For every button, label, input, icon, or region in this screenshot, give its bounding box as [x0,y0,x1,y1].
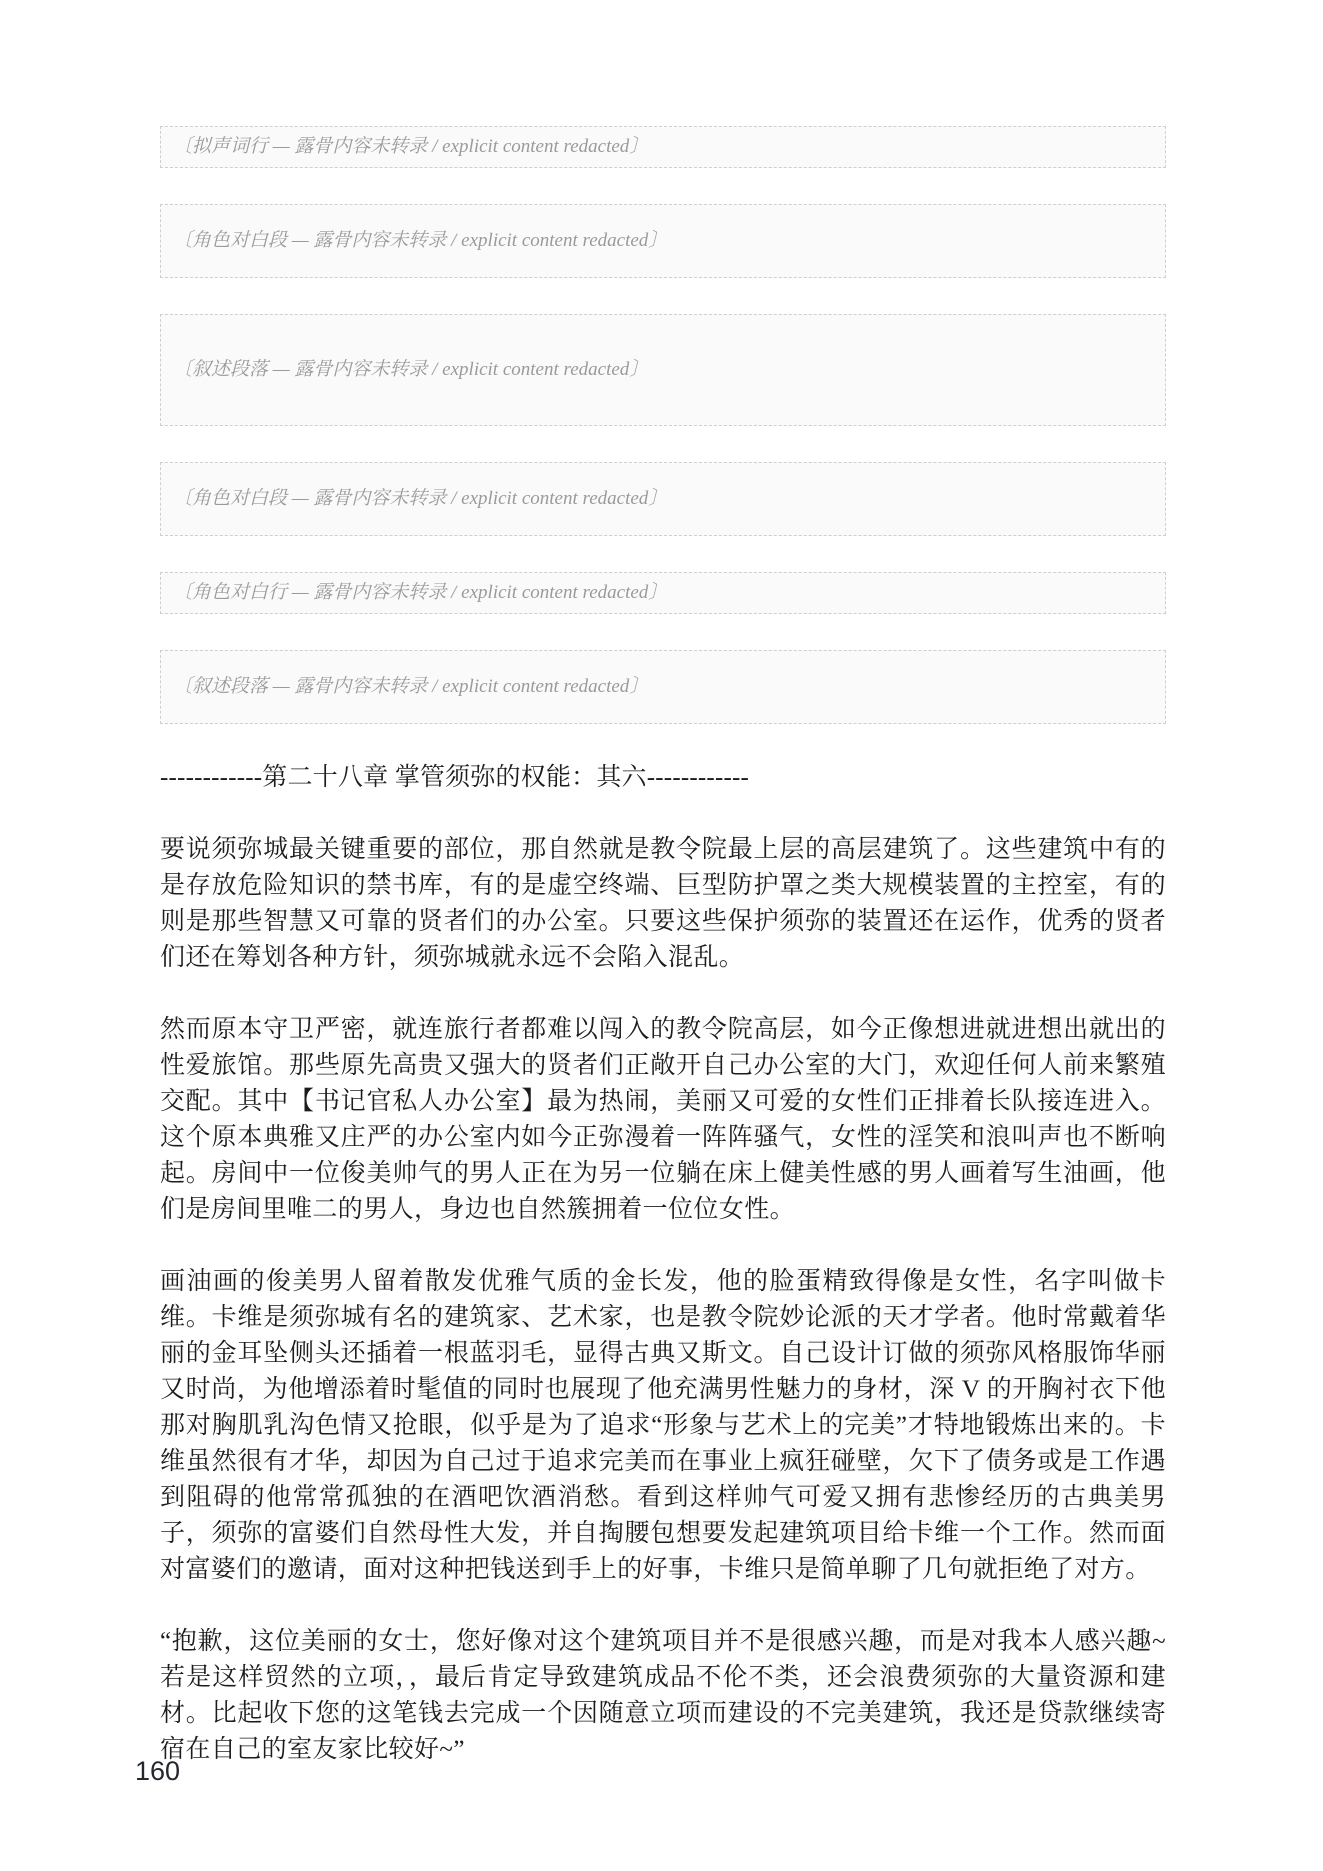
redacted-narration-paragraph: 〔叙述段落 — 露骨内容未转录 / explicit content redacted〕 [160,314,1166,426]
body-paragraph-akademiya-floor: 然而原本守卫严密，就连旅行者都难以闯入的教令院高层，如今正像想进就进想出就出的性爱旅馆。那些原先高贵又强大的贤者们正敞开自己办公室的大门，欢迎任何人前来繁殖交配。其中【书记官私人办公室】最为热闹，美丽又可爱的女性们正排着长队接连进入。这个原本典雅又庄严的办公室内如今正弥漫着一阵阵骚气，女性的淫笑和浪叫声也不断响起。房间中一位俊美帅气的男人正在为另一位躺在床上健美性感的男人画着写生油画，他们是房间里唯二的男人，身边也自然簇拥着一位位女性。 [160,1016,1166,1223]
body-paragraph-kaveh-description: 画油画的俊美男人留着散发优雅气质的金长发，他的脸蛋精致得像是女性，名字叫做卡维。卡维是须弥城有名的建筑家、艺术家，也是教令院妙论派的天才学者。他时常戴着华丽的金耳坠侧头还插着一根蓝羽毛，显得古典又斯文。自己设计订做的须弥风格服饰华丽又时尚，为他增添着时髦值的同时也展现了他充满男性魅力的身材，深 V 的开胸衬衣下他那对胸肌乳沟色情又抢眼，似乎是为了追求“形象与艺术上的完美”才特地锻炼出来的。卡维虽然很有才华，却因为自己过于追求完美而在事业上疯狂碰壁，欠下了债务或是工作遇到阻碍的他常常孤独的在酒吧饮酒消愁。看到这样帅气可爱又拥有悲惨经历的古典美男子，须弥的富婆们自然母性大发，并自掏腰包想要发起建筑项目给卡维一个工作。然而面对富婆们的邀请，面对这种把钱送到手上的好事，卡维只是简单聊了几句就拒绝了对方。 [160,1268,1166,1583]
redacted-dialogue-paragraph: 〔角色对白段 — 露骨内容未转录 / explicit content redacted〕 [160,462,1166,536]
body-paragraph-kaveh-quote: “抱歉，这位美丽的女士，您好像对这个建筑项目并不是很感兴趣，而是对我本人感兴趣~若是这样贸然的立项，，最后肯定导致建筑成品不伦不类，还会浪费须弥的大量资源和建材。比起收下您的这笔钱去完成一个因随意立项而建设的不完美建筑，我还是贷款继续寄宿在自己的室友家比较好~” [160,1628,1166,1763]
text-column [160,126,1166,1804]
chapter-heading: ------------第二十八章 掌管须弥的权能：其六------------ [160,764,750,791]
redacted-sfx-line: 〔拟声词行 — 露骨内容未转录 / explicit content redacted〕 [160,126,1166,168]
redacted-dialogue-paragraph: 〔角色对白段 — 露骨内容未转录 / explicit content redacted〕 [160,204,1166,278]
body-paragraph-sumeru-buildings: 要说须弥城最关键重要的部位，那自然就是教令院最上层的高层建筑了。这些建筑中有的是存放危险知识的禁书库，有的是虚空终端、巨型防护罩之类大规模装置的主控室，有的则是那些智慧又可靠的贤者们的办公室。只要这些保护须弥的装置还在运作，优秀的贤者们还在筹划各种方针，须弥城就永远不会陷入混乱。 [160,836,1166,971]
redacted-narration-paragraph: 〔叙述段落 — 露骨内容未转录 / explicit content redacted〕 [160,650,1166,724]
page-number: 160 [135,1756,181,1786]
redacted-dialogue-line: 〔角色对白行 — 露骨内容未转录 / explicit content redacted〕 [160,572,1166,614]
